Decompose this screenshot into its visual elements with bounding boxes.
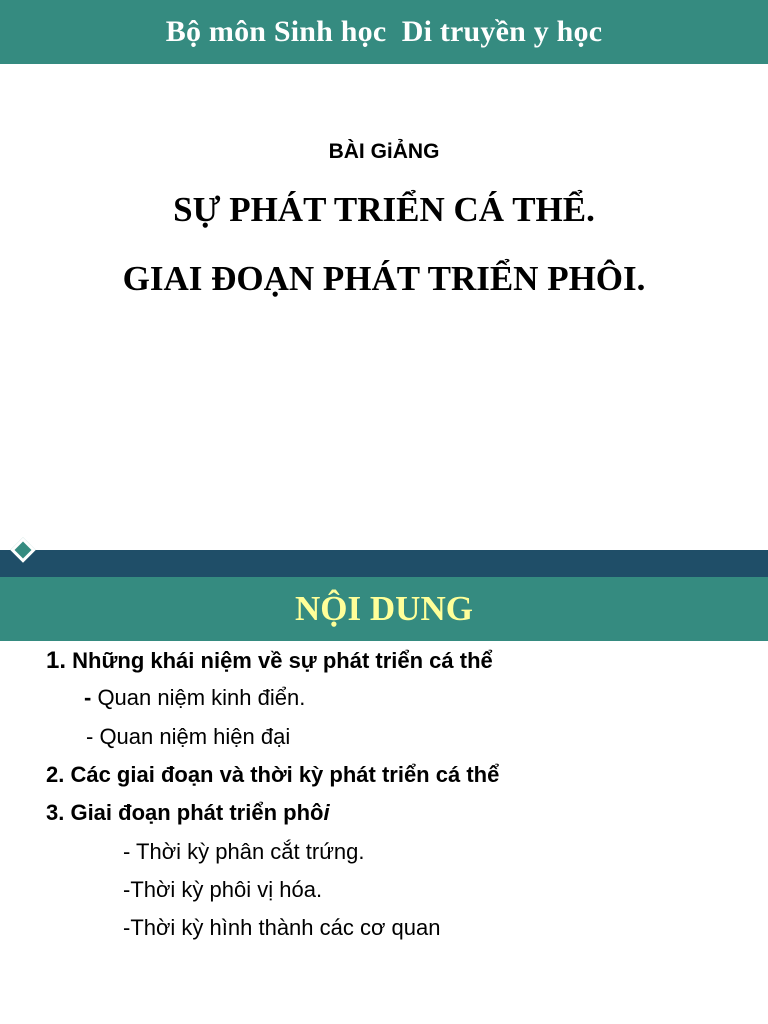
outline-item-3: [46, 800, 330, 826]
contents-header: [0, 577, 768, 641]
outline-item-3-sub-2: -Thời kỳ phôi vị hóa.: [123, 877, 323, 902]
outline-item-1-sub-1-text: Quan niệm kinh điển.: [91, 685, 306, 710]
contents-title: NỘI DUNG: [295, 589, 473, 628]
outline-item-1: [46, 647, 493, 675]
slide-divider-bar: [0, 550, 768, 577]
outline-item-3-text: 3. Giai đoạn phát triển phô: [46, 800, 324, 825]
outline-item-3-sub-3: -Thời kỳ hình thành các cơ quan: [123, 915, 441, 940]
outline-item-3-sub-1: - Thời kỳ phân cắt trứng.: [123, 839, 365, 864]
lecture-label: BÀI GiẢNG: [328, 140, 440, 163]
outline-item-1-number: 1.: [46, 647, 67, 674]
outline-item-1-text: Những khái niệm về sự phát triển cá thể: [72, 648, 493, 673]
outline-item-1-sub-1-dash: -: [84, 685, 92, 710]
lecture-title-line-1: SỰ PHÁT TRIỂN CÁ THỂ.: [173, 190, 595, 229]
outline-item-1-sub-1: [84, 685, 305, 711]
lecture-title-line-2: GIAI ĐOẠN PHÁT TRIỂN PHÔI.: [122, 259, 646, 298]
department-header: [0, 0, 768, 64]
outline-item-3-italic: i: [323, 800, 330, 825]
outline-item-1-sub-2: - Quan niệm hiện đại: [86, 724, 291, 749]
outline-item-2: 2. Các giai đoạn và thời kỳ phát triển cá thể: [46, 762, 500, 787]
department-title: Bộ môn Sinh học Di truyền y học: [165, 15, 603, 48]
